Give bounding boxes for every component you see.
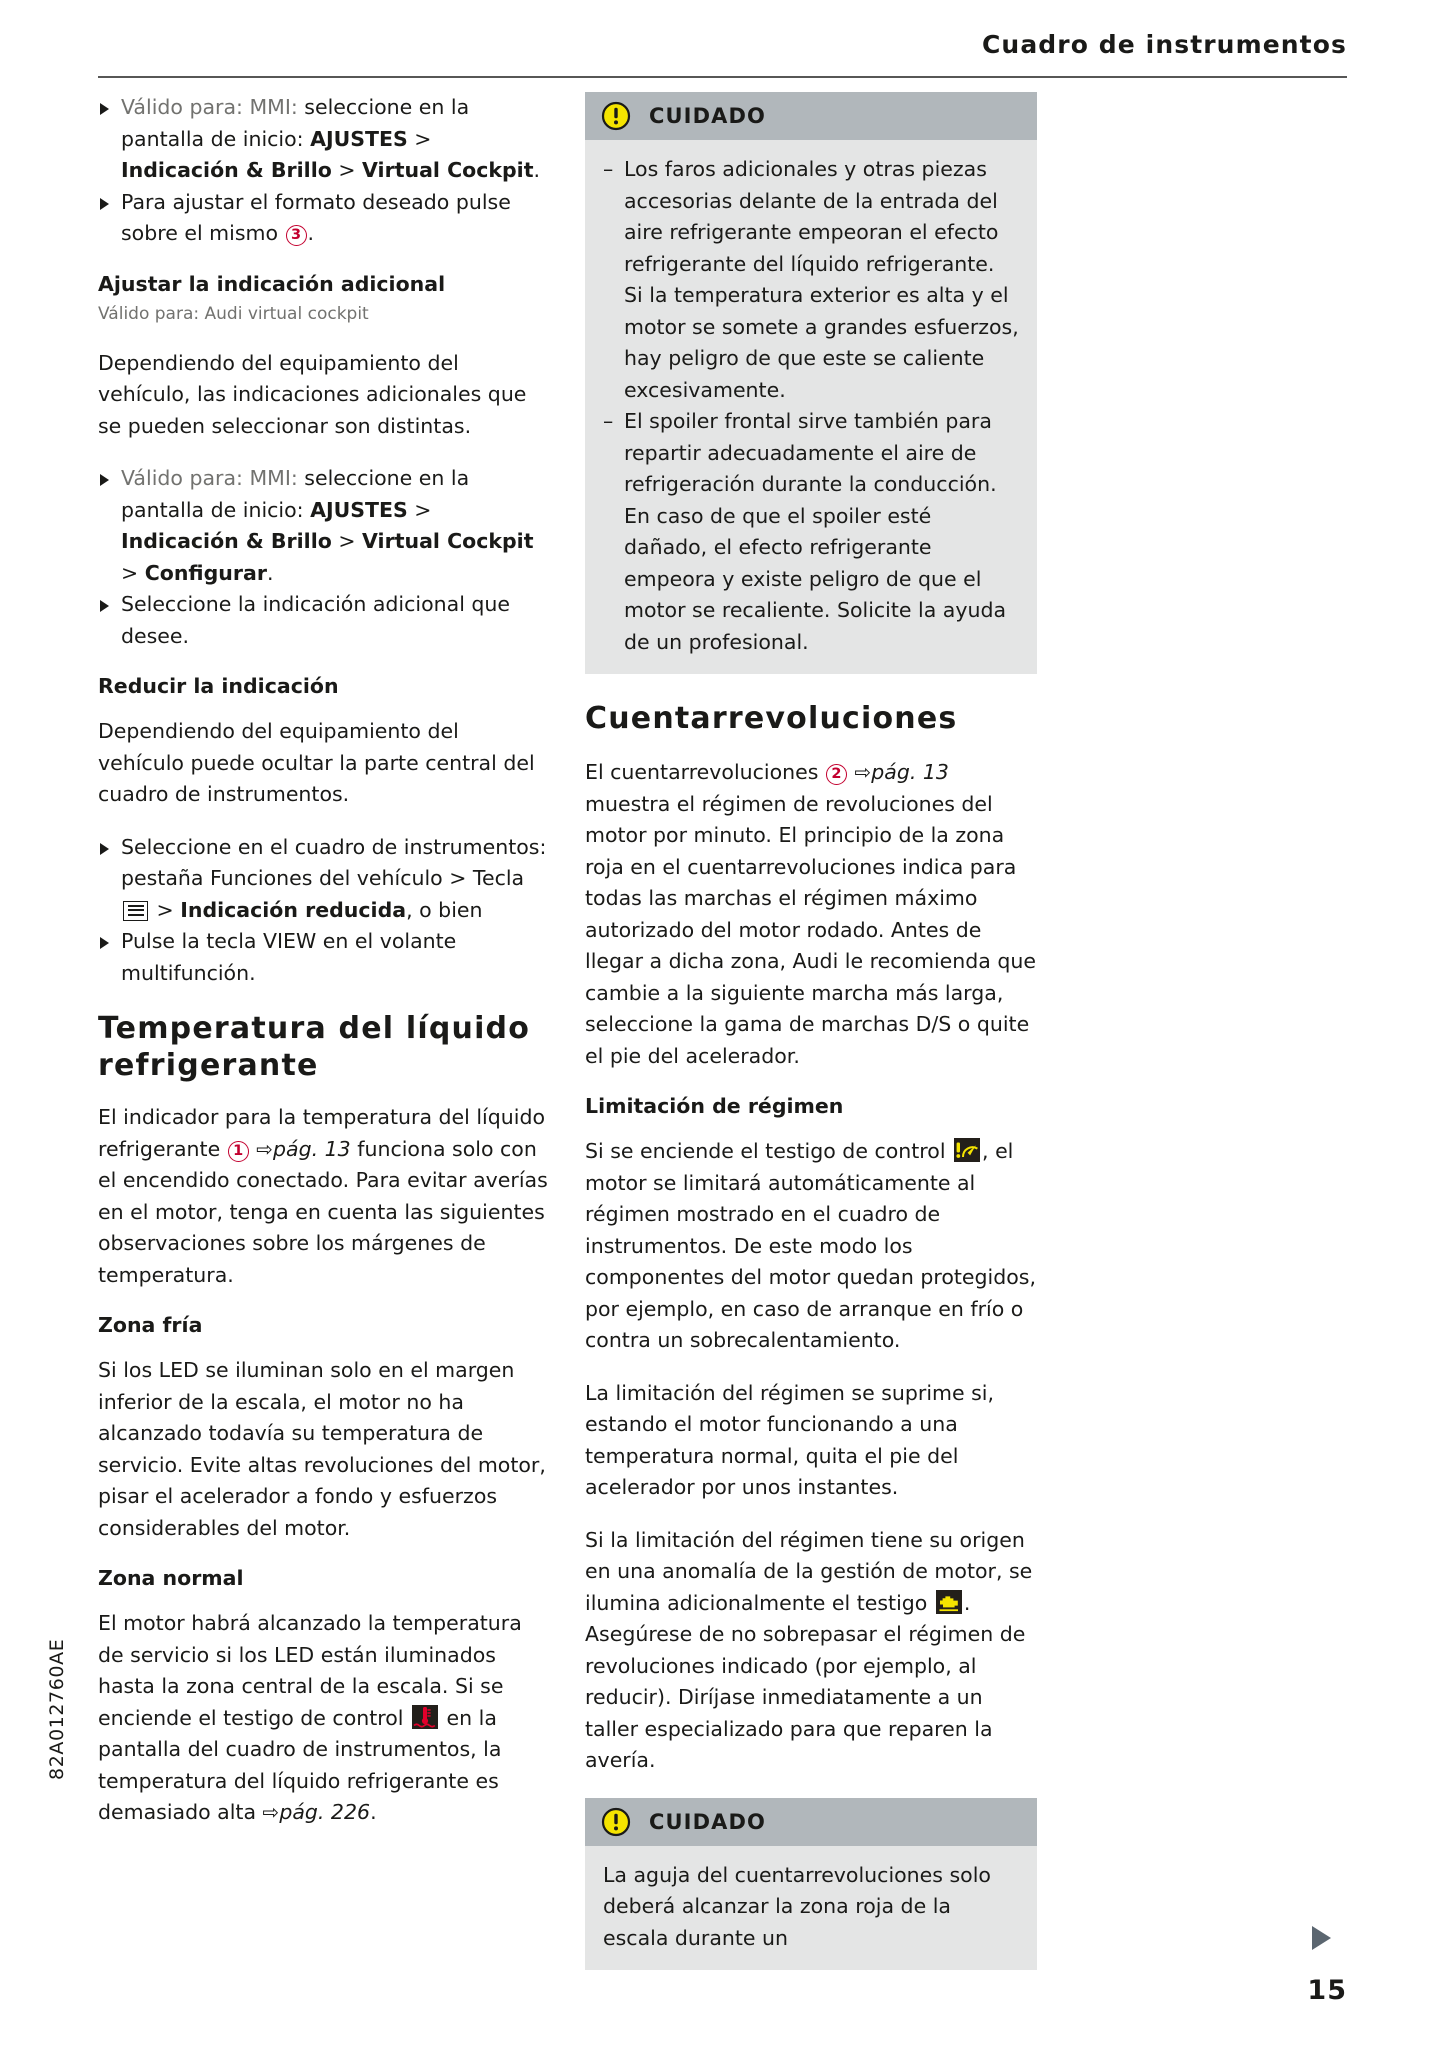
list-item: [98, 832, 550, 927]
menu-path-separator: >: [150, 897, 181, 922]
dash-bullet-icon: –: [603, 409, 614, 433]
paragraph: [585, 1525, 1037, 1777]
warning-box-top: [585, 92, 1037, 674]
page-title: Cuadro de instrumentos: [981, 30, 1347, 59]
cross-reference-arrow-icon: ⇨: [256, 1136, 274, 1161]
warning-exclamation-icon: [601, 1807, 631, 1837]
paragraph-text: en la pantalla del cuadro de instrumentos, la temperatura del líquido refrigerante es demasiado alta: [98, 1705, 502, 1824]
list-item-text: seleccione en la pantalla de inicio:: [121, 95, 470, 151]
paragraph: Si los LED se iluminan solo en el margen inferior de la escala, el motor no ha alcanzado todavía su temperatura de servicio. Evite altas revoluciones del motor, pisar el acelerador a fondo y esfuerzos considerables del motor.: [98, 1358, 546, 1540]
warning-box-title: CUIDADO: [649, 104, 766, 128]
list-item-text: .: [533, 158, 541, 182]
page-cross-reference: pág. 226: [279, 1800, 371, 1824]
bullet-triangle-icon: [100, 198, 109, 210]
list-item-text: seleccione en la pantalla de inicio:: [121, 466, 470, 522]
ajustar-instruction-list: [98, 463, 550, 652]
reference-number-badge: 1: [228, 1141, 249, 1162]
menu-path-segment: Indicación & Brillo: [121, 158, 332, 182]
warning-box-bottom: [585, 1798, 1037, 1971]
page-number: 15: [1307, 1975, 1347, 2006]
list-item: [603, 154, 1019, 406]
menu-path-separator: >: [407, 126, 432, 151]
reference-number-badge: 2: [826, 764, 847, 785]
list-item: [98, 926, 550, 989]
warning-box-body: [585, 1846, 1037, 1971]
paragraph: [585, 757, 1037, 1072]
list-item: [98, 187, 550, 250]
warning-box-header: [585, 92, 1037, 140]
list-item-text: .: [266, 560, 274, 585]
subsection-heading-limitacion: Limitación de régimen: [585, 1094, 844, 1118]
menu-path-separator: >: [121, 560, 145, 585]
list-item: [603, 406, 1019, 658]
dash-bullet-icon: –: [603, 157, 614, 181]
warning-item-list: [603, 154, 1019, 658]
paragraph-text: . Asegúrese de no sobrepasar el régimen de revoluciones indicado (por ejemplo, al reducir). Diríjase inmediatamente a un taller especializado para que reparen la avería.: [585, 1590, 1026, 1772]
paragraph-text: muestra el régimen de revoluciones del motor por minuto. El principio de la zona roja en el cuentarrevoluciones indica para todas las marchas el régimen máximo autorizado del motor rodado. Antes de llegar a dicha zona, Audi le recomienda que cambie a la siguiente marcha más larga, seleccione la gama de marchas D/S o quite el pie del acelerador.: [585, 791, 1036, 1068]
bullet-triangle-icon: [100, 937, 109, 949]
page-header: [98, 30, 1347, 76]
list-item-text: Seleccione la indicación adicional que desee.: [121, 592, 511, 648]
menu-path-segment: Virtual Cockpit: [362, 529, 534, 553]
engine-fault-icon: [936, 1590, 962, 1614]
paragraph: La aguja del cuentarrevoluciones solo deberá alcanzar la zona roja de la escala durante un: [603, 1862, 991, 1950]
paragraph: [98, 1608, 550, 1829]
subsection-heading-ajustar: Ajustar la indicación adicional: [98, 271, 446, 296]
reference-number-badge: 3: [286, 225, 307, 246]
cross-reference-arrow-icon: ⇨: [262, 1800, 280, 1824]
list-item-text: El spoiler frontal sirve también para repartir adecuadamente el aire de refrigeración durante la conducción. En caso de que el spoiler esté dañado, el efecto refrigerante empeora y existe peligro de que el motor se recaliente. Solicite la ayuda de un profesional.: [624, 409, 1007, 654]
cross-reference-arrow-icon: ⇨: [854, 760, 872, 784]
subsection-heading-zona-normal: Zona normal: [98, 1566, 244, 1590]
page-cross-reference: pág. 13: [871, 760, 949, 784]
subsection-heading-reducir: Reducir la indicación: [98, 674, 339, 698]
menu-path-separator: >: [331, 158, 363, 182]
list-item-text: , o bien: [406, 897, 483, 922]
bullet-triangle-icon: [100, 103, 109, 115]
list-item-text: Los faros adicionales y otras piezas accesorias delante de la entrada del aire refrigerante empeoran el efecto refrigerante del líquido refrigerante. Si la temperatura exterior es alta y el motor se somete a grandes esfuerzos, hay peligro de que este se caliente excesivamente.: [624, 157, 1019, 402]
menu-path-segment: Indicación & Brillo: [121, 529, 332, 553]
menu-path-segment: AJUSTES: [310, 497, 408, 522]
section-heading-cuentarrevoluciones: Cuentarrevoluciones: [585, 701, 958, 736]
list-item-text: Para ajustar el formato deseado pulse sobre el mismo: [121, 189, 511, 245]
menu-path-segment: Indicación reducida: [180, 897, 407, 922]
paragraph: Dependiendo del equipamiento del vehículo puede ocultar la parte central del cuadro de instrumentos.: [98, 719, 535, 806]
list-icon: [123, 901, 148, 921]
paragraph-text: El motor habrá alcanzado la temperatura de servicio si los LED están iluminados hasta la zona central de la escala. Si se enciende el testigo de control: [98, 1611, 522, 1730]
reducir-instruction-list: [98, 832, 550, 990]
page-cross-reference: pág. 13: [273, 1136, 351, 1161]
top-instruction-list: [98, 92, 550, 250]
paragraph: Dependiendo del equipamiento del vehículo, las indicaciones adicionales que se pueden seleccionar son distintas.: [98, 350, 527, 438]
menu-path-segment: Virtual Cockpit: [362, 158, 534, 182]
warning-box-header: [585, 1798, 1037, 1846]
paragraph-text: , el motor se limitará automáticamente al régimen mostrado en el cuadro de instrumentos. De este modo los componentes del motor quedan protegidos, por ejemplo, en caso de arranque en frío o contra un sobrecalentamiento.: [585, 1139, 1036, 1352]
bullet-triangle-icon: [100, 600, 109, 612]
bullet-triangle-icon: [100, 474, 109, 486]
right-column: [585, 92, 1037, 1996]
paragraph-text: Si se enciende el testigo de control: [585, 1139, 953, 1163]
menu-path-separator: >: [331, 529, 363, 553]
list-item-text: Seleccione en el cuadro de instrumentos: pestaña Funciones del vehículo > Tecla: [121, 834, 547, 890]
continuation-arrow-icon: [1312, 1926, 1331, 1950]
engine-speed-limit-icon: [954, 1138, 980, 1162]
menu-path-separator: >: [407, 497, 432, 522]
paragraph-text: funciona solo con el encendido conectado. Para evitar averías en el motor, tenga en cuenta las siguientes observaciones sobre los márgenes de temperatura.: [98, 1136, 548, 1287]
header-divider: [98, 76, 1347, 78]
coolant-temperature-icon: [412, 1705, 438, 1729]
valid-for-label: Válido para: MMI:: [121, 95, 298, 119]
menu-path-segment: AJUSTES: [310, 126, 408, 151]
bullet-triangle-icon: [100, 843, 109, 855]
paragraph: [98, 1102, 550, 1291]
document-part-number: 82A012760AE: [46, 1638, 68, 1780]
paragraph-text: .: [370, 1800, 377, 1824]
valid-for-note: Válido para: Audi virtual cockpit: [98, 303, 369, 324]
subsection-heading-zona-fria: Zona fría: [98, 1313, 203, 1337]
list-item-text: .: [307, 221, 315, 245]
paragraph-text: Si la limitación del régimen tiene su origen en una anomalía de la gestión de motor, se ilumina adicionalmente el testigo: [585, 1527, 1033, 1615]
valid-for-label: Válido para: MMI:: [121, 466, 298, 490]
paragraph: La limitación del régimen se suprime si, estando el motor funcionando a una temperatura normal, quita el pie del acelerador por unos instantes.: [585, 1380, 995, 1499]
warning-exclamation-icon: [601, 101, 631, 131]
list-item: [98, 589, 550, 652]
left-column: [98, 92, 550, 1850]
paragraph-text: El cuentarrevoluciones: [585, 760, 825, 784]
list-item-text: Pulse la tecla VIEW en el volante multifunción.: [121, 929, 457, 985]
list-item: [98, 463, 550, 589]
warning-box-body: [585, 140, 1037, 674]
section-heading-temperatura: Temperatura del líquido refrigerante: [98, 1011, 531, 1083]
warning-box-title: CUIDADO: [649, 1809, 766, 1834]
list-item: [98, 92, 550, 187]
paragraph-text: El indicador para la temperatura del líquido refrigerante: [98, 1105, 546, 1161]
menu-path-segment: Configurar: [144, 560, 267, 585]
paragraph: [585, 1136, 1037, 1357]
